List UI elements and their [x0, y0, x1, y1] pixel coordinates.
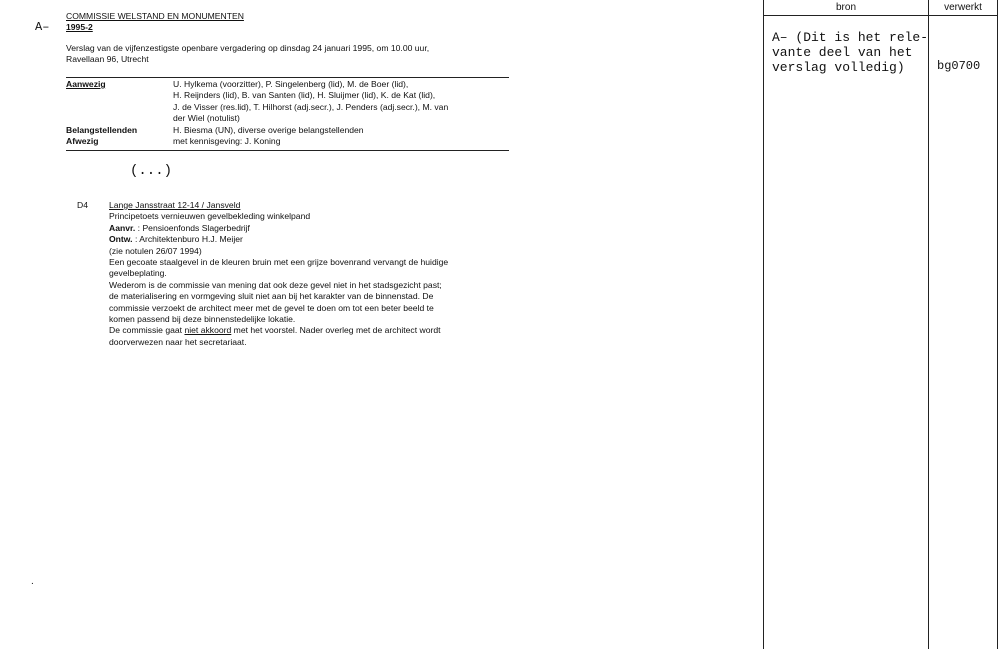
intro-line: Ravellaan 96, Utrecht: [66, 54, 149, 65]
afwezig-value: met kennisgeving: J. Koning: [173, 136, 281, 146]
paragraph-line: de materialisering en vormgeving sluit niet aan bij het karakter van de binnenstad. De: [109, 291, 434, 302]
intro-line: Verslag van de vijfenzestigste openbare vergadering op dinsdag 24 januari 1995, om 10.00 uur,: [66, 43, 430, 53]
aanwezig-label: Aanwezig: [66, 79, 106, 89]
side-panel-divider: [763, 0, 764, 649]
decision-suffix: met het voorstel. Nader overleg met de architect wordt: [231, 325, 441, 336]
stray-mark: .: [31, 576, 34, 587]
paragraph-line: gevelbeplating.: [109, 268, 167, 279]
aanwezig-line: H. Reijnders (lid), B. van Santen (lid), H. Sluijmer (lid), K. de Kat (lid),: [173, 90, 436, 101]
header-rule: [763, 15, 998, 16]
paragraph-line: Wederom is de commissie van mening dat ook deze gevel niet in het stadsgezicht past;: [109, 279, 442, 290]
column-header-verwerkt: verwerkt: [944, 2, 982, 13]
meeting-number: 1995-2: [66, 22, 93, 33]
column-header-bron: bron: [835, 2, 856, 13]
ellipsis: (...): [130, 163, 173, 179]
aanvr-value: : Pensioenfonds Slagerbedrijf: [137, 222, 250, 233]
attendance-table: [66, 79, 509, 147]
org-title: COMMISSIE WELSTAND EN MONUMENTEN: [66, 11, 244, 21]
ontw-value: : Architektenburo H.J. Meijer: [134, 234, 243, 245]
aanvr-label: Aanvr.: [109, 222, 136, 233]
meeting-intro: [66, 43, 429, 66]
belangstellenden-value: H. Biesma (UN), diverse overige belangstellenden: [173, 125, 364, 135]
aanwezig-list: [173, 79, 448, 125]
attendance-bottom-rule: [66, 150, 509, 151]
item-title: Lange Jansstraat 12-14 / Jansveld: [109, 200, 241, 210]
belangstellenden-label: Belangstellenden: [66, 125, 138, 135]
aanwezig-line: J. de Visser (res.lid), T. Hilhorst (adj.secr.), J. Penders (adj.secr.), M. van: [173, 101, 449, 112]
margin-mark: A–: [35, 20, 50, 34]
ontw-label: Ontw.: [109, 234, 133, 245]
column-divider: [928, 0, 929, 649]
right-border: [997, 0, 998, 649]
decision-line: [109, 325, 514, 336]
verwerkt-code: bg0700: [937, 59, 981, 73]
afwezig-label: Afwezig: [66, 136, 99, 146]
document-header: [66, 11, 244, 34]
paragraph-line: komen passend bij deze binnenstedelijke lokatie.: [109, 314, 296, 325]
aanwezig-line: U. Hylkema (voorzitter), P. Singelenberg (lid), M. de Boer (lid),: [173, 79, 409, 89]
attendance-top-rule: [66, 77, 509, 78]
aanwezig-line: der Wiel (notulist): [173, 113, 240, 124]
item-code: D4: [77, 200, 88, 210]
decision-prefix: De commissie gaat: [109, 325, 185, 336]
item-note: (zie notulen 26/07 1994): [109, 245, 202, 256]
paragraph-line: commissie verzoekt de architect meer met de gevel te doen om tot een beter beeld te: [109, 302, 434, 313]
decision-emphasis: niet akkoord: [184, 325, 232, 336]
agenda-item: [109, 200, 514, 348]
item-subtitle: Principetoets vernieuwen gevelbekleding winkelpand: [109, 211, 311, 222]
paragraph-line: Een gecoate staalgevel in de kleuren bruin met een grijze bovenrand vervangt de huidige: [109, 257, 449, 268]
paragraph-line: doorverwezen naar het secretariaat.: [109, 336, 247, 347]
bron-note: A– (Dit is het rele- vante deel van het verslag volledig): [772, 30, 929, 75]
